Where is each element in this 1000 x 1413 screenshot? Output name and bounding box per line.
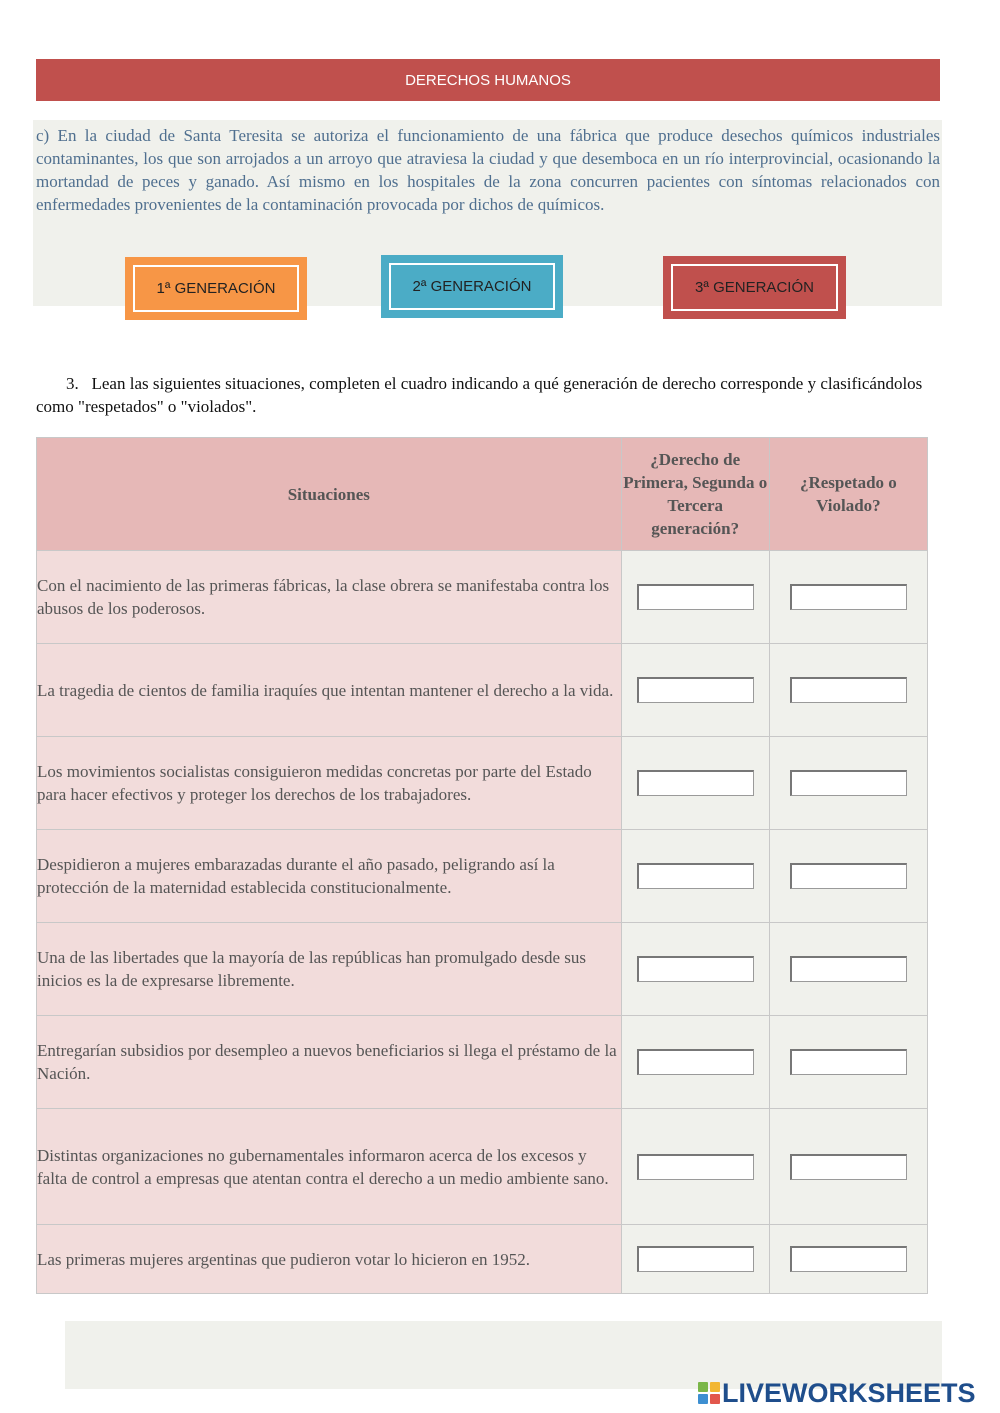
- status-answer-input[interactable]: [790, 1154, 907, 1180]
- logo-text: LIVEWORKSHEETS: [722, 1377, 976, 1408]
- generation-cell: [621, 830, 769, 923]
- status-cell: [769, 644, 927, 737]
- first-generation-button[interactable]: [125, 257, 307, 320]
- generation-cell: [621, 1225, 769, 1294]
- status-cell: [769, 1109, 927, 1225]
- situation-text: La tragedia de cientos de familia iraquíes que intentan mantener el derecho a la vida.: [37, 644, 622, 737]
- instructions: [36, 372, 940, 418]
- second-generation-button[interactable]: [381, 255, 563, 318]
- generation-answer-input[interactable]: [637, 863, 754, 889]
- generation-answer-input[interactable]: [637, 584, 754, 610]
- generation-cell: [621, 1109, 769, 1225]
- generation-answer-input[interactable]: [637, 1246, 754, 1272]
- status-answer-input[interactable]: [790, 677, 907, 703]
- situation-text: Distintas organizaciones no gubernamentales informaron acerca de los excesos y falta de control a empresas que atentan contra el derecho a un medio ambiente sano.: [37, 1109, 622, 1225]
- status-cell: [769, 1016, 927, 1109]
- situations-table: [36, 437, 928, 1294]
- generation-answer-input[interactable]: [637, 1154, 754, 1180]
- generation-cell: [621, 1016, 769, 1109]
- table-row: [37, 1109, 928, 1225]
- table-row: [37, 737, 928, 830]
- generation-cell: [621, 923, 769, 1016]
- third-generation-label: 3ª GENERACIÓN: [695, 279, 814, 296]
- generation-answer-input[interactable]: [637, 956, 754, 982]
- generation-answer-input[interactable]: [637, 677, 754, 703]
- situation-text: Entregarían subsidios por desempleo a nuevos beneficiarios si llega el préstamo de la Nación.: [37, 1016, 622, 1109]
- status-answer-input[interactable]: [790, 1246, 907, 1272]
- status-answer-input[interactable]: [790, 770, 907, 796]
- situation-text: Las primeras mujeres argentinas que pudieron votar lo hicieron en 1952.: [37, 1225, 622, 1294]
- status-answer-input[interactable]: [790, 863, 907, 889]
- table-row: [37, 551, 928, 644]
- status-answer-input[interactable]: [790, 956, 907, 982]
- situation-text: Una de las libertades que la mayoría de las repúblicas han promulgado desde sus inicios es la de expresarse libremente.: [37, 923, 622, 1016]
- second-generation-label: 2ª GENERACIÓN: [412, 278, 532, 295]
- status-answer-input[interactable]: [790, 584, 907, 610]
- status-cell: [769, 923, 927, 1016]
- generation-answer-input[interactable]: [637, 770, 754, 796]
- status-answer-input[interactable]: [790, 1049, 907, 1075]
- table-header-row: [37, 438, 928, 551]
- status-cell: [769, 830, 927, 923]
- header-situations: Situaciones: [37, 438, 622, 551]
- status-cell: [769, 1225, 927, 1294]
- generation-cell: [621, 737, 769, 830]
- situation-text: Despidieron a mujeres embarazadas durante el año pasado, peligrando así la protección de la maternidad establecida constitucionalmente.: [37, 830, 622, 923]
- instructions-number: 3.: [66, 374, 79, 393]
- generation-answer-input[interactable]: [637, 1049, 754, 1075]
- liveworksheets-logo-icon: [698, 1382, 720, 1404]
- status-cell: [769, 737, 927, 830]
- header-status: ¿Respetado o Violado?: [769, 438, 927, 551]
- scenario-text: c) En la ciudad de Santa Teresita se autoriza el funcionamiento de una fábrica que produce desechos químicos industriales contaminantes, los que son arrojados a un arroyo que atraviesa la ciudad y que desemboca en un río interprovincial, ocasionando la mortandad de peces y ganado. Así mismo en los hospitales de la zona concurren pacientes con síntomas relacionados con enfermedades provenientes de la contaminación provocada por dichos de químicos.: [36, 126, 940, 214]
- situation-text: Los movimientos socialistas consiguieron medidas concretas por parte del Estado para hacer efectivos y proteger los derechos de los trabajadores.: [37, 737, 622, 830]
- third-generation-button[interactable]: [663, 256, 846, 319]
- situation-text: Con el nacimiento de las primeras fábricas, la clase obrera se manifestaba contra los abusos de los poderosos.: [37, 551, 622, 644]
- table-row: [37, 644, 928, 737]
- status-cell: [769, 551, 927, 644]
- first-generation-label: 1ª GENERACIÓN: [156, 280, 276, 297]
- instructions-text: Lean las siguientes situaciones, completen el cuadro indicando a qué generación de derecho corresponde y clasificándolos como "respetados" o "violados".: [36, 374, 923, 416]
- page-title: DERECHOS HUMANOS: [36, 59, 940, 101]
- liveworksheets-logo: [698, 1377, 976, 1409]
- table-row: [37, 1225, 928, 1294]
- table-row: [37, 830, 928, 923]
- header-generation: ¿Derecho de Primera, Segunda o Tercera generación?: [621, 438, 769, 551]
- generation-cell: [621, 644, 769, 737]
- generation-cell: [621, 551, 769, 644]
- table-row: [37, 923, 928, 1016]
- table-row: [37, 1016, 928, 1109]
